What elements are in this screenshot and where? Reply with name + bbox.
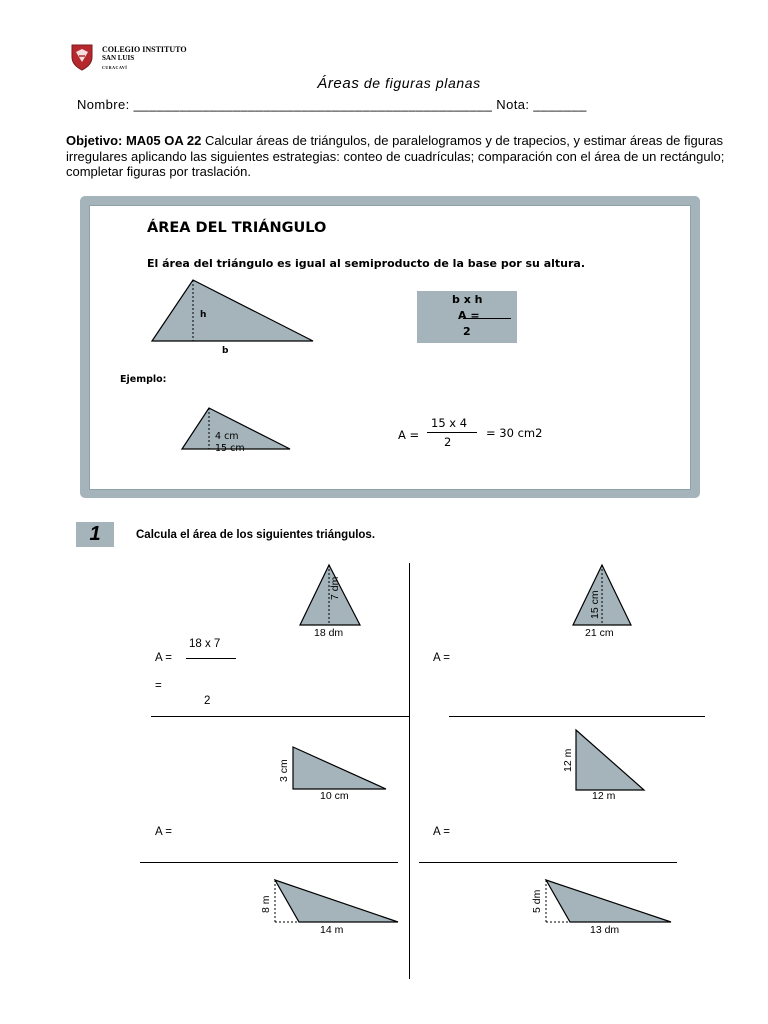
triangle-3 (291, 745, 389, 791)
t3-base-label: 10 cm (320, 790, 349, 802)
example-numerator: 15 x 4 (431, 416, 468, 430)
objective-text: Calcular áreas de triángulos, de paralelogramos y de trapecios, y estimar áreas de figuras irregulares aplicando las siguientes estrategias: conteo de cuadrículas; comparación con el área de un rectángulo; completar figuras por traslación. (66, 133, 725, 179)
title-rest: de figuras planas (359, 75, 481, 91)
t1-base-label: 18 dm (314, 627, 344, 639)
example-base-label: 15 cm (215, 443, 245, 454)
formula-a: A = (458, 309, 480, 322)
formula-numerator: b x h (452, 293, 483, 306)
t6-base-label: 13 dm (590, 924, 620, 936)
t5-height-label: 8 m (260, 895, 272, 913)
h-label: h (200, 310, 207, 320)
page-title (0, 75, 768, 92)
triangle-6 (544, 878, 674, 926)
title-first: Áreas (317, 75, 360, 92)
t1-denominator: 2 (204, 695, 211, 707)
example-a: A = (398, 428, 420, 442)
school-line-2: SAN LUIS (102, 54, 135, 62)
school-name (102, 45, 187, 72)
t1-height-label: 7 dm (329, 576, 341, 600)
t1-equals: = (155, 680, 162, 692)
generic-triangle (150, 278, 320, 344)
t4-base-label: 12 m (592, 790, 616, 802)
formula-fraction-bar (463, 318, 511, 319)
school-logo-icon (70, 43, 94, 71)
school-line-1: COLEGIO INSTITUTO (102, 45, 187, 54)
school-line-3: CURACAVÍ (102, 65, 128, 70)
grid-vertical-divider (409, 563, 410, 979)
b-label: b (222, 346, 229, 356)
theory-heading: ÁREA DEL TRIÁNGULO (147, 220, 327, 236)
t3-a: A = (155, 826, 172, 838)
triangle-4 (574, 728, 646, 792)
t2-a: A = (433, 652, 450, 664)
exercise-number: 1 (76, 522, 114, 547)
answer-line-4 (419, 862, 677, 863)
triangle-5 (273, 878, 401, 926)
example-height-label: 4 cm (215, 431, 239, 442)
answer-line-2 (449, 716, 705, 717)
t1-fraction-bar (186, 658, 236, 659)
triangle-2 (571, 563, 633, 627)
t6-height-label: 5 dm (531, 889, 543, 913)
t4-a: A = (433, 826, 450, 838)
example-result: = 30 cm2 (486, 426, 543, 440)
name-grade-line: Nombre: _______________________________________________ Nota: _______ (77, 97, 587, 112)
formula-denominator: 2 (463, 325, 471, 338)
t4-height-label: 12 m (562, 748, 574, 772)
t1-a: A = (155, 652, 172, 664)
example-denominator: 2 (444, 435, 452, 449)
exercise-instruction: Calcula el área de los siguientes triángulos. (136, 529, 376, 541)
t2-height-label: 15 cm (589, 590, 601, 619)
t3-height-label: 3 cm (278, 759, 290, 782)
answer-line-3 (140, 862, 398, 863)
example-fraction-bar (427, 432, 477, 433)
example-label: Ejemplo: (120, 374, 167, 385)
t2-base-label: 21 cm (585, 627, 614, 639)
objective-paragraph (66, 133, 726, 180)
answer-line-1 (151, 716, 409, 717)
t5-base-label: 14 m (320, 924, 344, 936)
theory-rule: El área del triángulo es igual al semiproducto de la base por su altura. (147, 257, 586, 270)
t1-numerator: 18 x 7 (189, 638, 221, 650)
objective-label: Objetivo: MA05 OA 22 (66, 133, 202, 148)
